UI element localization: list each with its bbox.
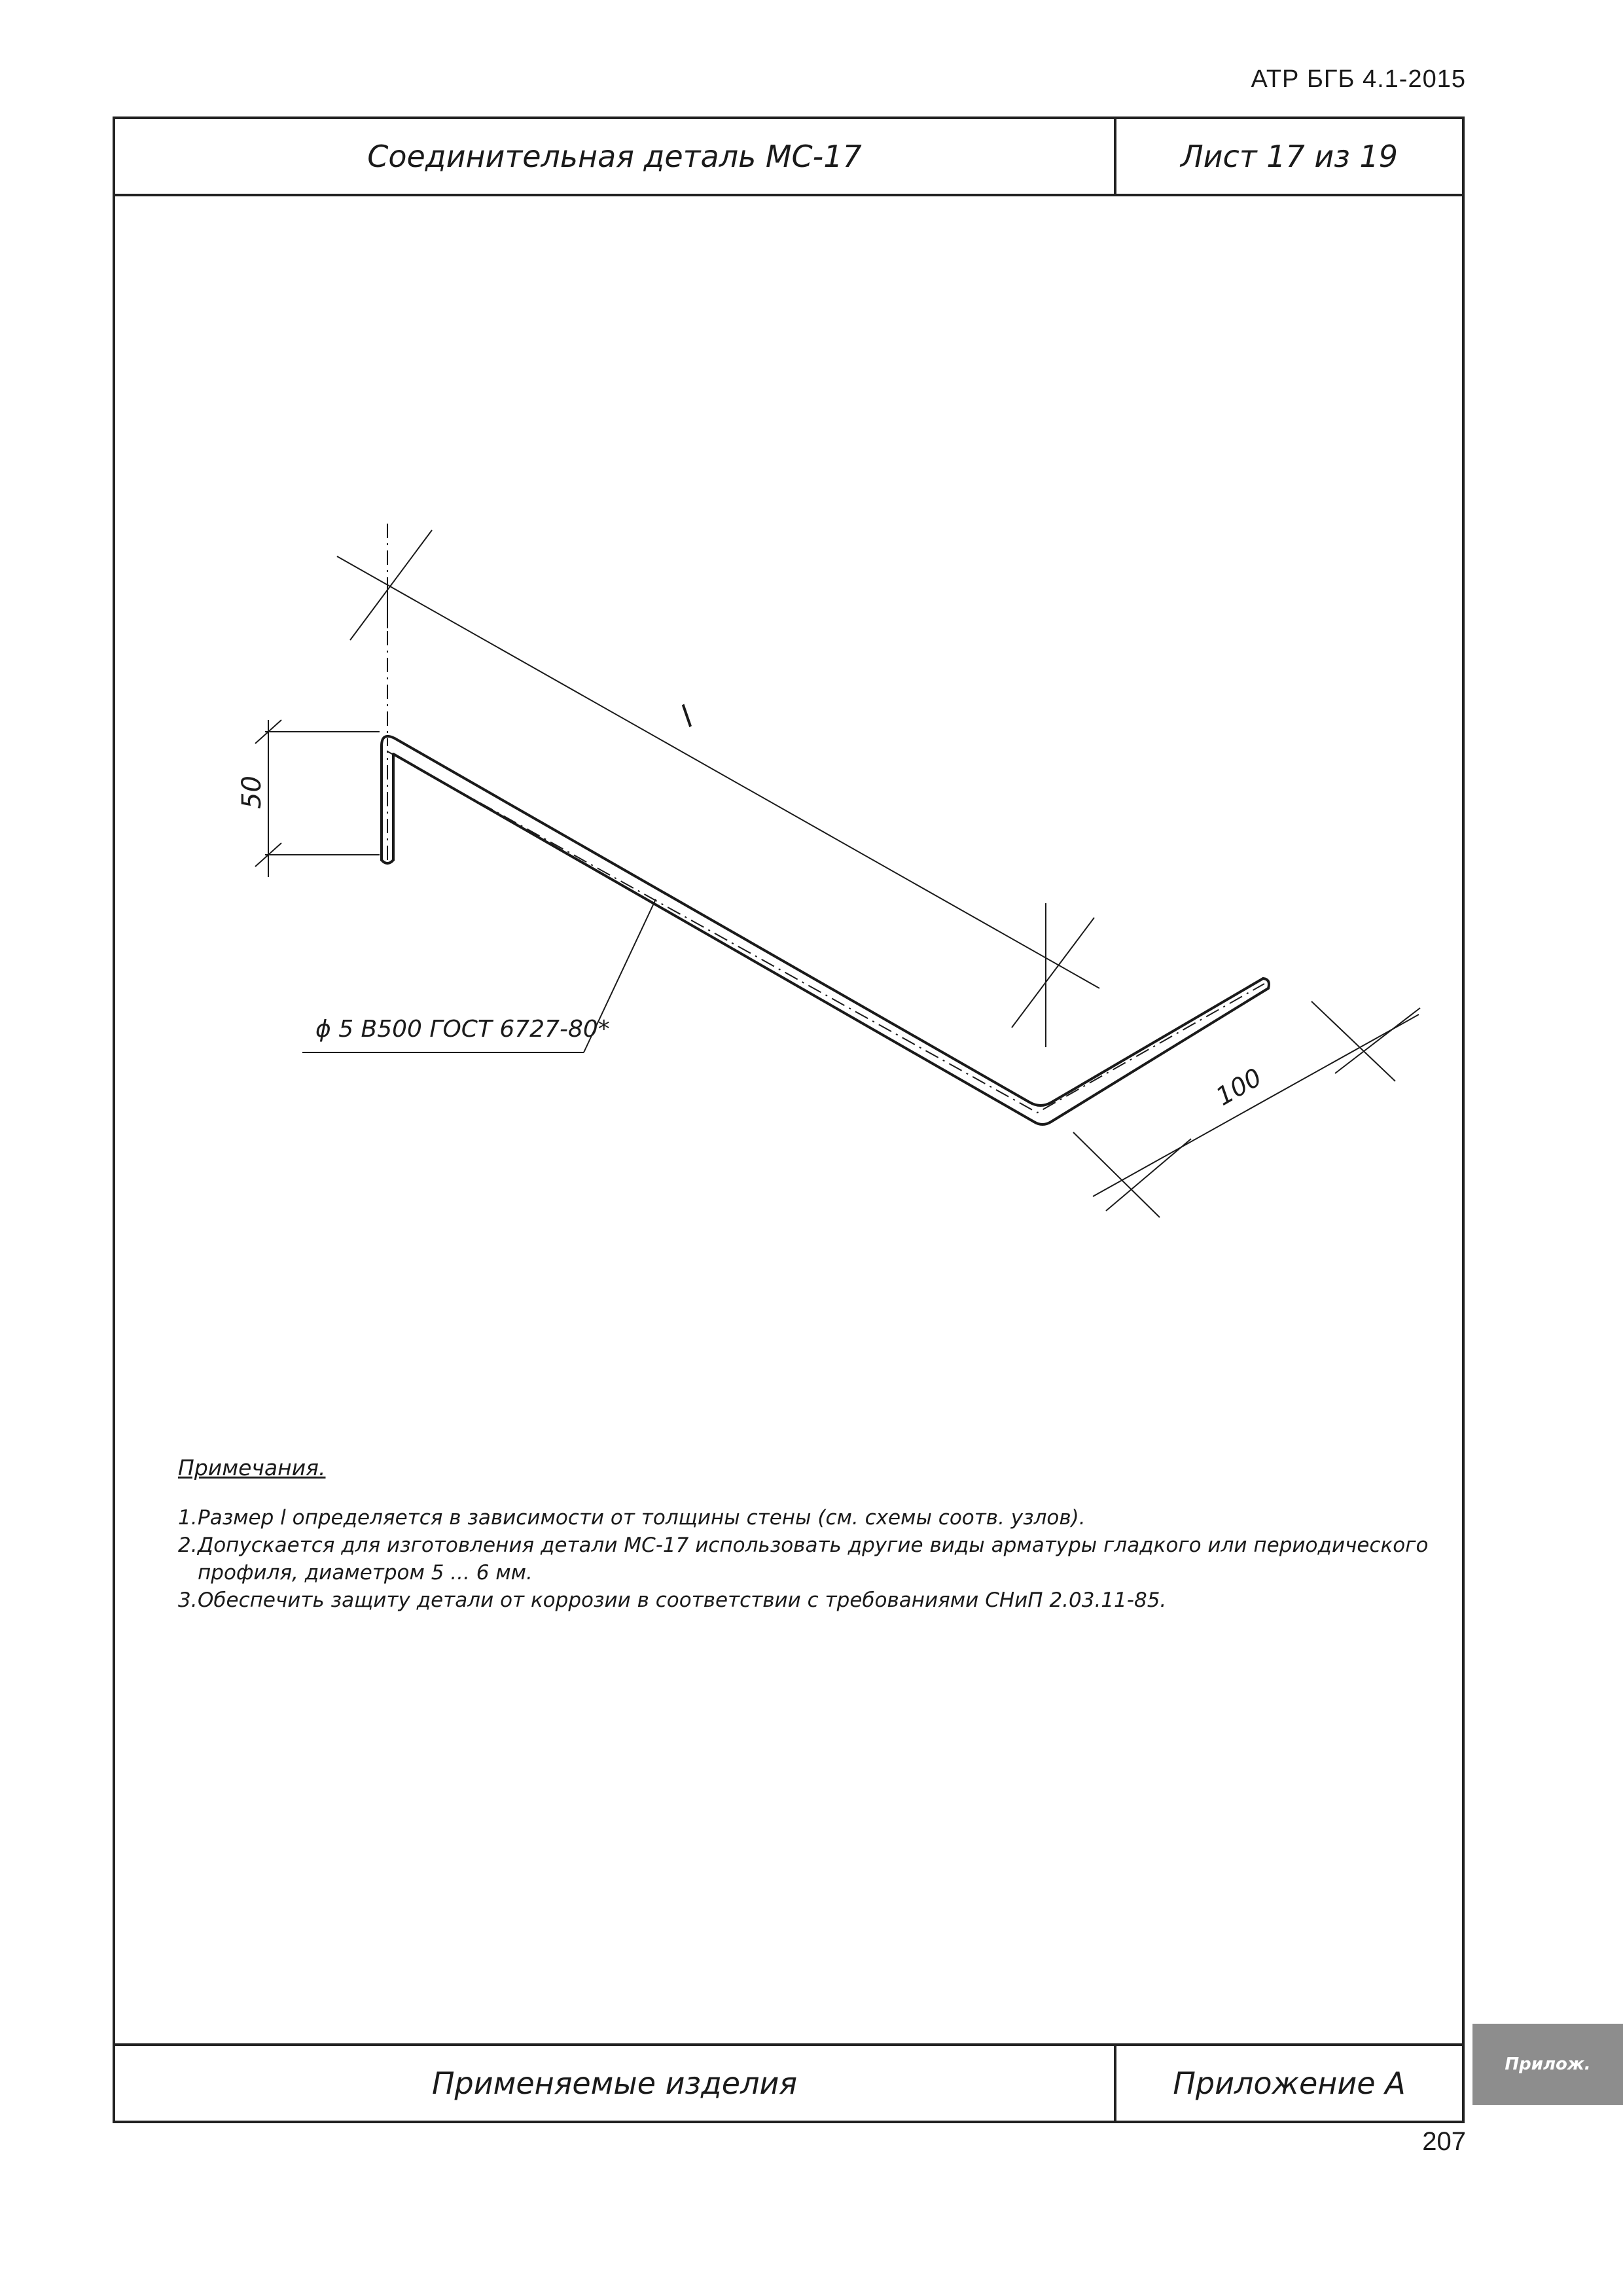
note-number: 3. [178,1588,198,1612]
note-item [178,1532,1448,1587]
document-code: АТР БГБ 4.1-2015 [1251,65,1466,93]
note-text: Обеспечить защиту детали от коррозии в соответствии с требованиями СНиП 2.03.11-85. [198,1588,1167,1612]
dimension-height-label: 50 [237,776,267,809]
note-text: Допускается для изготовления детали МС-17 использовать другие виды арматуры гладкого или периодического профиля, диаметром 5 ... 6 мм. [198,1534,1429,1585]
appendix-label: Приложение А [1173,2066,1406,2101]
dimension-leg [1073,1001,1420,1217]
rebar-label: ϕ 5 B500 ГОСТ 6727-80* [315,1016,610,1043]
page-number: 207 [1422,2127,1466,2156]
note-item [178,1504,1448,1532]
dimension-height [255,720,380,877]
notes-title: Примечания. [178,1455,326,1480]
note-item [178,1587,1448,1614]
rebar-bar [382,736,1269,1124]
dimension-length-label: l [674,699,700,734]
drawing-title: Соединительная деталь МС-17 [115,119,1116,194]
note-number: 1. [178,1506,198,1530]
note-text: Размер l определяется в зависимости от толщины стены (см. схемы соотв. узлов). [198,1506,1086,1530]
appendix-tab: Прилож. [1472,2024,1623,2105]
section-title: Применяемые изделия [115,2046,1116,2121]
note-number: 2. [178,1534,198,1557]
dimension-leg-label: 100 [1211,1062,1267,1111]
sheet-number: Лист 17 из 19 [1181,139,1398,174]
notes-section [178,1454,1448,1614]
